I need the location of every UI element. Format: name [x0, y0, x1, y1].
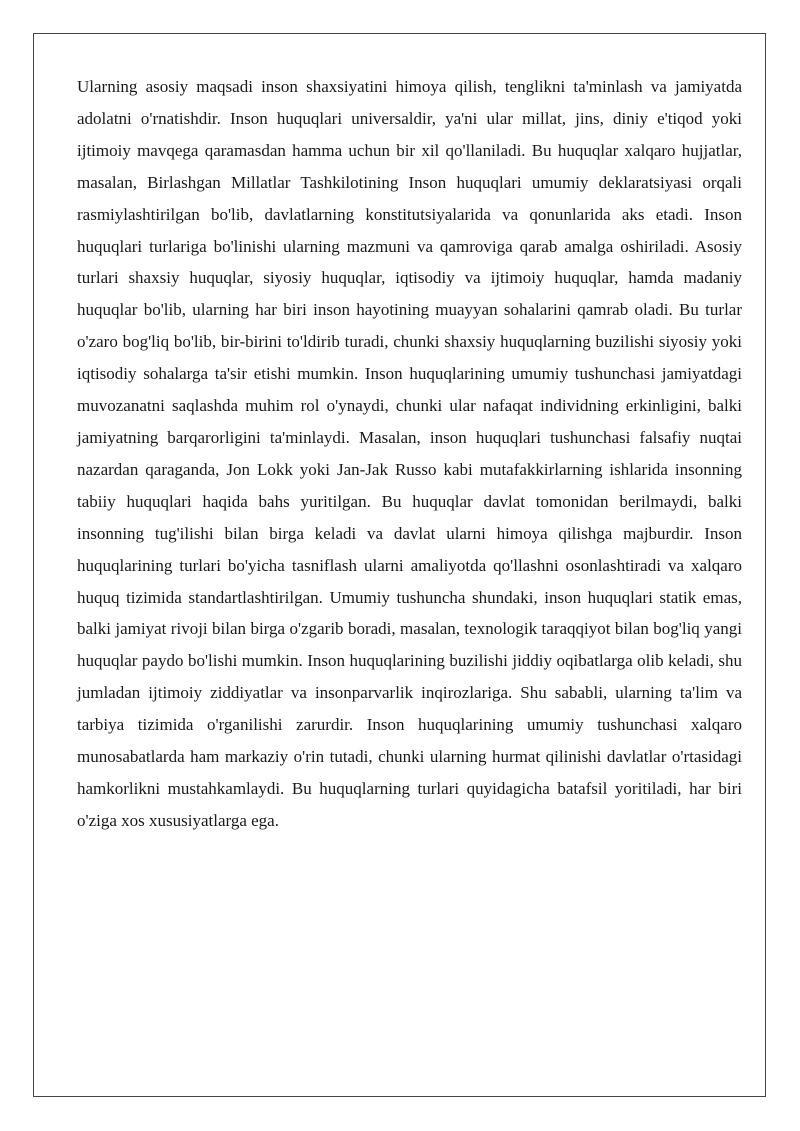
body-paragraph: Ularning asosiy maqsadi inson shaxsiyatini himoya qilish, tenglikni ta'minlash va jamiyatda adolatni o'rnatishdir. Inson huquqlari universaldir, ya'ni ular millat, jins, diniy e'tiqod yoki ijtimoiy mavqega qaramasdan hamma uchun bir xil qo'llaniladi. Bu huquqlar xalqaro hujjatlar, masalan, Birlashgan Millatlar Tashkilotining Inson huquqlari umumiy deklaratsiyasi orqali rasmiylashtirilgan bo'lib, davlatlarning konstitutsiyalarida va qonunlarida aks etadi. Inson huquqlari turlariga bo'linishi ularning mazmuni va qamroviga qarab amalga oshiriladi. Asosiy turlari shaxsiy huquqlar, siyosiy huquqlar, iqtisodiy va ijtimoiy huquqlar, hamda madaniy huquqlar bo'lib, ularning har biri inson hayotining muayyan sohalarini qamrab oladi. Bu turlar o'zaro bog'liq bo'lib, bir-birini to'ldirib turadi, chunki shaxsiy huquqlarning buzilishi siyosiy yoki iqtisodiy sohalarga ta'sir etishi mumkin. Inson huquqlarining umumiy tushunchasi jamiyatdagi muvozanatni saqlashda muhim rol o'ynaydi, chunki ular nafaqat individning erkinligini, balki jamiyatning barqarorligini ta'minlaydi. Masalan, inson huquqlari tushunchasi falsafiy nuqtai nazardan qaraganda, Jon Lokk yoki Jan-Jak Russo kabi mutafakkirlarning ishlarida insonning tabiiy huquqlari haqida bahs yuritilgan. Bu huquqlar davlat tomonidan berilmaydi, balki insonning tug'ilishi bilan birga keladi va davlat ularni himoya qilishga majburdir. Inson huquqlarining turlari bo'yicha tasniflash ularni amaliyotda qo'llashni osonlashtiradi va xalqaro huquq tizimida standartlashtirilgan. Umumiy tushuncha shundaki, inson huquqlari statik emas, balki jamiyat rivoji bilan birga o'zgarib boradi, masalan, texnologik taraqqiyot bilan bog'liq yangi huquqlar paydo bo'lishi mumkin. Inson huquqlarining buzilishi jiddiy oqibatlarga olib keladi, shu jumladan ijtimoiy ziddiyatlar va insonparvarlik inqirozlariga. Shu sababli, ularning ta'lim va tarbiya tizimida o'rganilishi zarurdir. Inson huquqlarining umumiy tushunchasi xalqaro munosabatlarda ham markaziy o'rin tutadi, chunki ularning hurmat qilinishi davlatlar o'rtasidagi hamkorlikni mustahkamlaydi. Bu huquqlarning turlari quyidagicha batafsil yoritiladi, har biri o'ziga xos xususiyatlarga ega. [77, 77, 742, 830]
